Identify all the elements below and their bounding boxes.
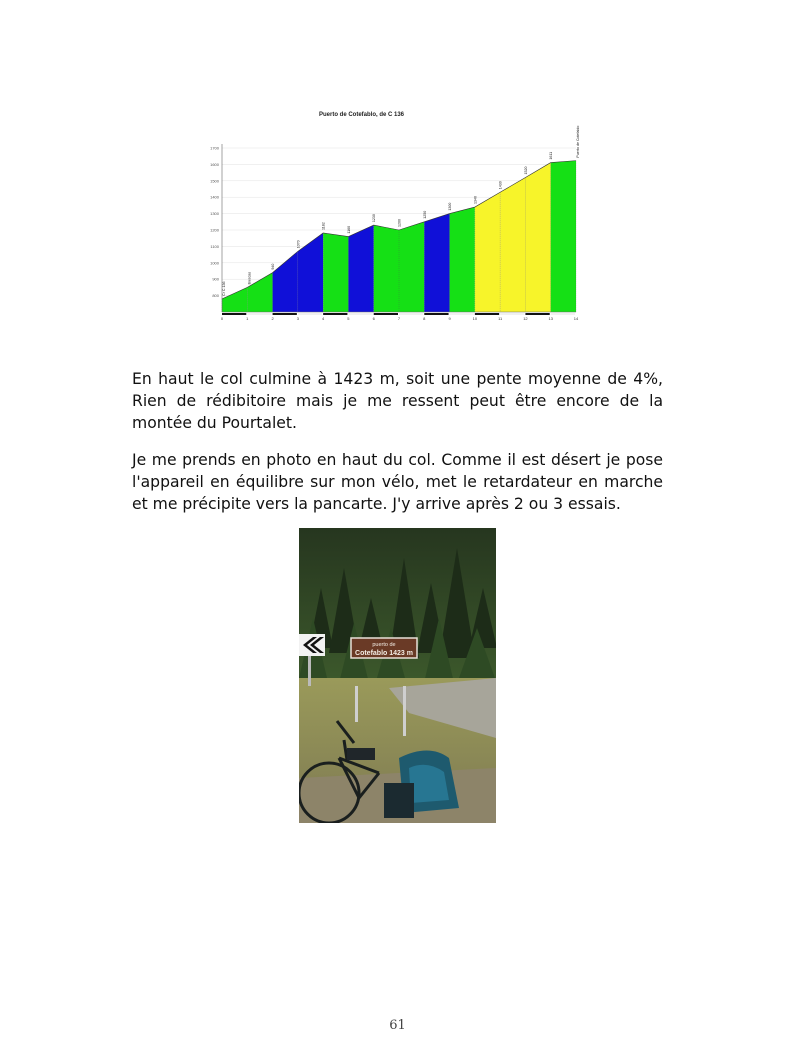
y-tick-label: 1400 [210, 194, 219, 200]
paragraph-summit: En haut le col culmine à 1423 m, soit une pente moyenne de 4%, Rien de rédibitoire mais je me ressent peut être encore de la montée du Pourtalet. [132, 370, 663, 432]
x-tick-label: 14 [573, 316, 579, 321]
profile-segment [475, 192, 500, 312]
x-tick-label: 2 [271, 316, 274, 321]
sign-line-2: Cotefablo 1423 m [355, 650, 413, 657]
summit-photo [299, 528, 496, 823]
x-tick-label: 13 [548, 316, 553, 321]
profile-segment [298, 233, 323, 312]
km-bar [298, 313, 322, 315]
km-bar [323, 313, 347, 315]
point-altitude-label: 1611 [549, 151, 554, 160]
point-altitude-label: 940 [271, 263, 276, 270]
x-tick-label: 8 [423, 316, 426, 321]
profile-segment [348, 225, 373, 312]
km-bar [525, 313, 549, 315]
y-tick-label: 1000 [210, 260, 219, 266]
y-tick-label: 1200 [210, 227, 219, 233]
profile-segment [450, 207, 475, 312]
km-bar [399, 313, 423, 315]
km-bar [475, 313, 499, 315]
km-bar [424, 313, 448, 315]
profile-segment [525, 163, 550, 312]
point-altitude-label: 1200 [397, 219, 402, 227]
x-tick-label: 0 [220, 316, 224, 321]
y-tick-label: 1500 [210, 178, 219, 184]
x-tick-label: 12 [523, 316, 528, 321]
km-bar [222, 313, 246, 315]
point-altitude-label: 1520 [523, 166, 528, 175]
x-tick-label: 9 [448, 316, 451, 321]
point-altitude-label: 1300 [448, 202, 453, 211]
point-altitude-label: 1430 [498, 181, 503, 190]
y-tick-label: 1600 [210, 161, 219, 167]
y-tick-label: 1100 [210, 243, 219, 249]
point-altitude-label: 1160 [346, 225, 351, 234]
profile-segment [500, 178, 525, 312]
x-tick-label: 10 [472, 316, 478, 321]
km-bar [348, 313, 372, 315]
x-tick-label: 11 [498, 316, 503, 321]
point-altitude-label: 1250 [422, 210, 427, 219]
profile-segment [323, 233, 348, 312]
point-altitude-label: 1070 [296, 240, 301, 249]
elevation-profile-chart [204, 106, 584, 326]
x-tick-label: 7 [397, 316, 401, 321]
page-number: 61 [389, 1018, 406, 1033]
x-tick-label: 6 [372, 316, 375, 321]
y-tick-label: 1700 [210, 145, 219, 151]
y-tick-label: 900 [212, 276, 219, 282]
x-tick-label: 3 [296, 316, 299, 321]
point-altitude-label: 1340 [473, 196, 478, 205]
km-bar [500, 313, 524, 315]
x-tick-label: 5 [347, 316, 350, 321]
profile-segment [551, 161, 576, 312]
point-altitude-label: 1182 [321, 222, 326, 230]
km-bar [273, 313, 297, 315]
profile-segment [374, 225, 399, 312]
km-bar [450, 313, 474, 315]
y-tick-label: 1300 [210, 211, 219, 217]
km-bar [247, 313, 271, 315]
paragraph-photo: Je me prends en photo en haut du col. Comme il est désert je pose l'appareil en équilibre sur mon vélo, met le retardateur en marche et me précipite vers la pancarte. J'y arrive après 2 ou 3 essais. [132, 451, 663, 513]
profile-segment [273, 251, 298, 312]
profile-segment [399, 222, 424, 312]
km-bar [374, 313, 398, 315]
chart-title: Puerto de Cotefablo, de C 136 [319, 112, 405, 118]
x-tick-label: 4 [322, 316, 325, 321]
start-place-label: Cr C 136 [222, 281, 226, 296]
profile-segment [424, 214, 449, 312]
y-tick-label: 800 [212, 293, 219, 299]
sign-line-1: puerto de [372, 642, 396, 648]
point-altitude-label: 1230 [372, 214, 377, 223]
x-tick-label: 1 [246, 316, 249, 321]
mid-place-label: Biescas [247, 271, 252, 285]
summit-photo-image [299, 528, 496, 823]
elevation-profile-svg [204, 106, 584, 326]
end-place-label: Puerto de Cotefablo [576, 125, 580, 158]
km-bar [551, 313, 575, 315]
